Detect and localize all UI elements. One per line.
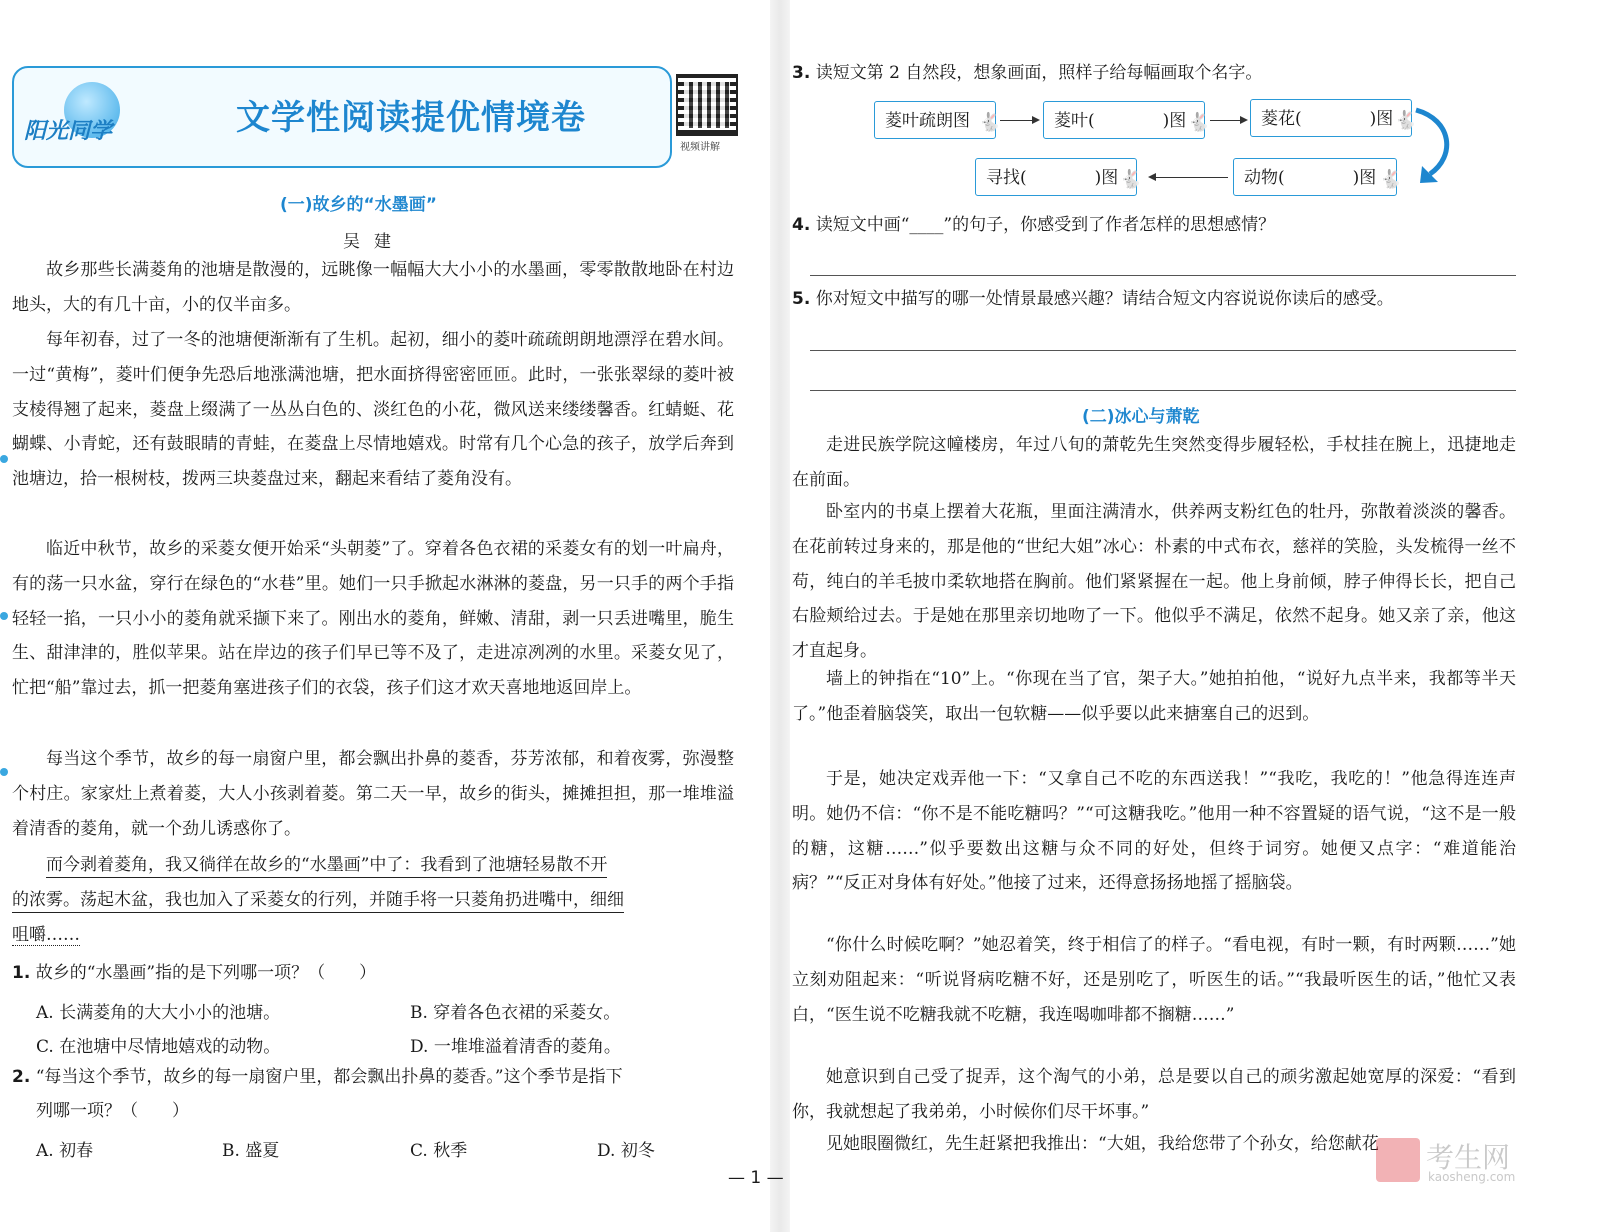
option-c[interactable]: C. 在池塘中尽情地嬉戏的动物。 (36, 1037, 281, 1057)
question-number: 3. (792, 63, 811, 83)
underlined-line: 的浓雾。荡起木盆，我也加入了采菱女的行列，并随手将一只菱角扔进嘴中，细细 (12, 890, 624, 913)
answer-line[interactable] (810, 350, 1516, 351)
header-banner (12, 66, 672, 168)
underlined-line: 咀嚼…… (12, 924, 80, 945)
box-label: 动物( )图 (1244, 168, 1377, 188)
watermark (1376, 1136, 1552, 1190)
picture-name-box[interactable] (975, 158, 1142, 196)
rabbit-icon: 🐇 (1379, 169, 1402, 190)
section2-title: (二)冰心与萧乾 (1082, 407, 1200, 427)
option-c[interactable]: C. 秋季 (410, 1141, 468, 1161)
box-label: 寻找( )图 (986, 168, 1119, 188)
watermark-text: 考生网 (1426, 1141, 1511, 1174)
margin-dot (0, 768, 8, 776)
watermark-url: kaosheng.com (1428, 1170, 1516, 1184)
question-1 (12, 956, 376, 990)
arrow-left-icon (1150, 177, 1228, 178)
question-number: 4. (792, 215, 811, 235)
question-number: 2. (12, 1067, 31, 1087)
rabbit-icon: 🐇 (1119, 169, 1142, 190)
rabbit-icon: 🐇 (1187, 112, 1210, 133)
page-number: — 1 — (728, 1168, 784, 1188)
paragraph: 临近中秋节，故乡的采菱女便开始采“头朝菱”了。穿着各色衣裙的采菱女有的划一叶扁舟，有的荡一只水盆，穿行在绿色的“水巷”里。她们一只手掀起水淋淋的菱盘，另一只手的两个手指轻轻一掐，一只小小的菱角就采撷下来了。刚出水的菱角，鲜嫩、清甜，剥一只丢进嘴里，脆生生、甜津津的，胜似苹果。站在岸边的孩子们早已等不及了，走进凉冽冽的水里。采菱女见了，忙把“船”靠过去，抓一把菱角塞进孩子们的衣袋，孩子们这才欢天喜地地返回岸上。 (12, 539, 734, 699)
paragraph: 走进民族学院这幢楼房，年过八旬的萧乾先生突然变得步履轻松，手杖挂在腕上，迅捷地走在前面。 (792, 435, 1516, 490)
picture-name-box[interactable] (1250, 99, 1417, 137)
underlined-passage (12, 848, 736, 952)
paragraph: 墙上的钟指在“10”上。“你现在当了官，架子大。”她拍拍他，“说好九点半来，我都等半天了。”他歪着脑袋笑，取出一包软糖——似乎要以此来搪塞自己的迟到。 (792, 669, 1516, 724)
paragraph: 于是，她决定戏弄他一下：“又拿自己不吃的东西送我！”“我吃，我吃的！”他急得连连声明。她仍不信：“你不是不能吃糖吗？”“可这糖我吃。”他用一种不容置疑的语气说，“这不是一般的糖，这糖……”似乎要数出这糖与众不同的好处，但终于词穷。她便又点字：“难道能治病？”“反正对身体有好处。”他接了过来，还得意扬扬地摇了摇脑袋。 (792, 769, 1516, 894)
qr-code-icon[interactable] (676, 74, 738, 136)
question-text: 读短文中画“____”的句子，你感受到了作者怎样的思想感情？ (815, 215, 1276, 235)
paragraph: 每年初春，过了一冬的池塘便渐渐有了生机。起初，细小的菱叶疏疏朗朗地漂浮在碧水间。一过“黄梅”，菱叶们便争先恐后地涨满池塘，把水面挤得密密匝匝。此时，一张张翠绿的菱叶被支棱得翘了起来，菱盘上缀满了一丛丛白色的、淡红色的小花，微风送来缕缕馨香。红蜻蜓、花蝴蝶、小青蛇，还有鼓眼睛的青蛙，在菱盘上尽情地嬉戏。时常有几个心急的孩子，放学后奔到池塘边，拾一根树枝，拨两三块菱盘过来，翻起来看结了菱角没有。 (12, 330, 734, 490)
option-a[interactable]: A. 初春 (36, 1141, 94, 1161)
box-label: 菱叶疏朗图 (885, 111, 970, 131)
question-text: 读短文第 2 自然段，想象画面，照样子给每幅画取个名字。 (815, 63, 1263, 83)
arrow-right-icon (1210, 120, 1246, 121)
box-label: 菱花( )图 (1261, 109, 1394, 129)
rabbit-icon: 🐇 (1394, 110, 1417, 131)
qr-caption: 视频讲解 (680, 142, 720, 153)
option-b[interactable]: B. 盛夏 (222, 1141, 280, 1161)
section1-title: (一)故乡的“水墨画” (280, 195, 437, 215)
question-number: 5. (792, 289, 811, 309)
question-number: 1. (12, 963, 31, 983)
picture-name-box[interactable] (874, 101, 1001, 139)
box-label: 菱叶( )图 (1054, 111, 1187, 131)
question-2-cont: 列哪一项？（ ） (36, 1101, 189, 1121)
margin-dot (0, 455, 8, 463)
question-text: 你对短文中描写的哪一处情景最感兴趣？请结合短文内容说说你读后的感受。 (815, 289, 1394, 309)
logo-text: 阳光同学 (24, 119, 113, 144)
answer-line[interactable] (810, 275, 1516, 276)
option-a[interactable]: A. 长满菱角的大大小小的池塘。 (36, 1003, 281, 1023)
question-2 (12, 1060, 623, 1094)
option-b[interactable]: B. 穿着各色衣裙的采菱女。 (410, 1003, 621, 1023)
author: 吴建 (343, 232, 405, 252)
paragraph: 见她眼圈微红，先生赶紧把我推出：“大姐，我给您带了个孙女，给您献花 (826, 1134, 1379, 1154)
question-text: 故乡的“水墨画”指的是下列哪一项？（ ） (35, 963, 377, 983)
page-title: 文学性阅读提优情境卷 (236, 98, 586, 138)
underlined-line: 而今剥着菱角，我又徜徉在故乡的“水墨画”中了：我看到了池塘轻易散不开 (46, 855, 607, 878)
rabbit-icon: 🐇 (978, 112, 1001, 133)
question-5 (792, 282, 1394, 316)
curved-arrow-icon (1412, 106, 1456, 184)
paragraph: 每当这个季节，故乡的每一扇窗户里，都会飘出扑鼻的菱香，芬芳浓郁，和着夜雾，弥漫整个村庄。家家灶上煮着菱，大人小孩剥着菱。第二天一早，故乡的街头，摊摊担担，那一堆堆溢着清香的菱角，就一个劲儿诱惑你了。 (12, 749, 734, 839)
page-gutter (770, 0, 790, 1232)
picture-name-box[interactable] (1233, 158, 1402, 196)
question-text: “每当这个季节，故乡的每一扇窗户里，都会飘出扑鼻的菱香。”这个季节是指下 (35, 1067, 623, 1087)
paragraph: “你什么时候吃啊？”她忍着笑，终于相信了的样子。“看电视，有时一颗，有时两颗……”她立刻劝阻起来：“听说肾病吃糖不好，还是别吃了，听医生的话。”“我最听医生的话，”他忙又表白，“医生说不吃糖我就不吃糖，我连喝咖啡都不搁糖……” (792, 935, 1516, 1025)
paragraph: 她意识到自己受了捉弄，这个淘气的小弟，总是要以自己的顽劣激起她宽厚的深爱：“看到你，我就想起了我弟弟，小时候你们尽干坏事。” (792, 1067, 1516, 1122)
paragraph: 卧室内的书桌上摆着大花瓶，里面注满清水，供养两支粉红色的牡丹，弥散着淡淡的馨香。在花前转过身来的，那是他的“世纪大姐”冰心：朴素的中式布衣，慈祥的笑脸，头发梳得一丝不苟，纯白的羊毛披巾柔软地搭在胸前。他们紧紧握在一起。他上身前倾，脖子伸得长长，把自己右脸颊给过去。于是她在那里亲切地吻了一下。他似乎不满足，依然不起身。她又亲了亲，他这才直起身。 (792, 502, 1516, 662)
answer-line[interactable] (810, 390, 1516, 391)
paragraph: 故乡那些长满菱角的池塘是散漫的，远眺像一幅幅大大小小的水墨画，零零散散地卧在村边地头，大的有几十亩，小的仅半亩多。 (12, 260, 734, 315)
arrow-right-icon (1000, 120, 1038, 121)
question-4 (792, 208, 1275, 242)
option-d[interactable]: D. 一堆堆溢着清香的菱角。 (410, 1037, 621, 1057)
question-3 (792, 56, 1262, 90)
brand-logo (24, 82, 154, 152)
picture-name-box[interactable] (1043, 101, 1210, 139)
margin-dot (0, 612, 8, 620)
watermark-logo-icon (1376, 1138, 1420, 1182)
option-d[interactable]: D. 初冬 (597, 1141, 655, 1161)
